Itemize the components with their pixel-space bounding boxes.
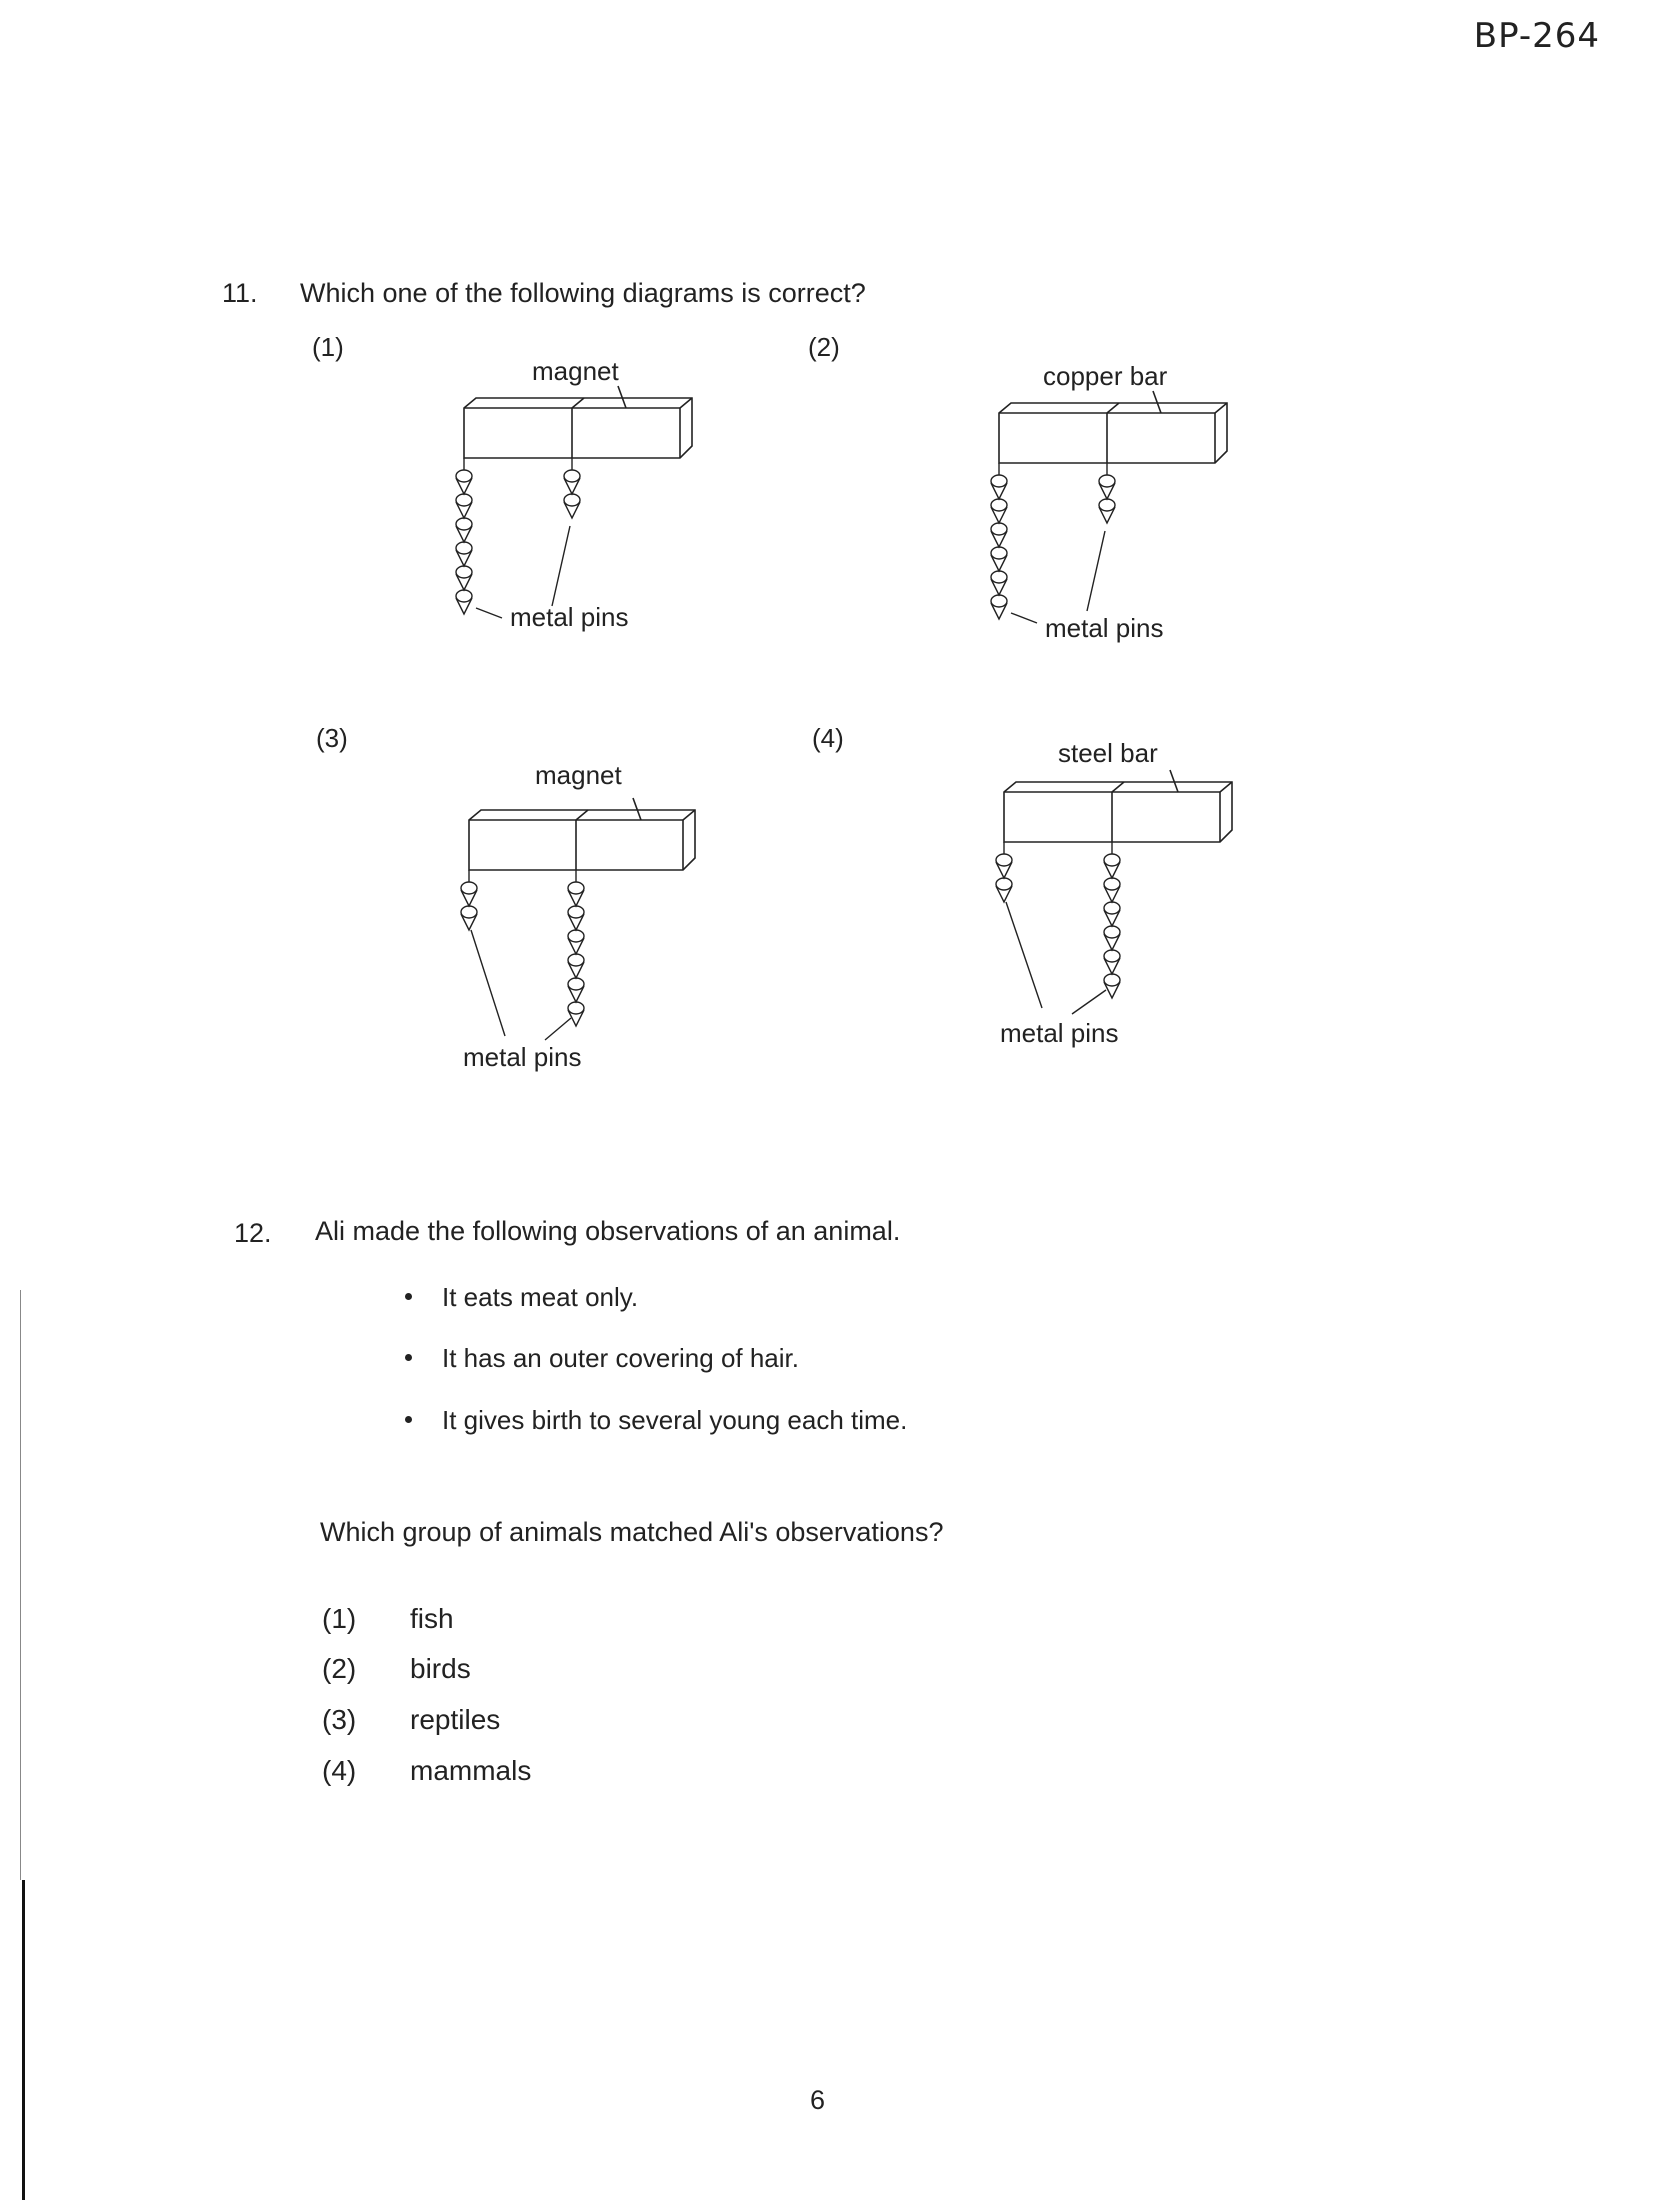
pins-leader-lines xyxy=(1006,902,1106,1014)
observation-item: It has an outer covering of hair. xyxy=(405,1343,799,1374)
pin-chain-right xyxy=(1104,842,1120,998)
pins-leader-lines xyxy=(1011,531,1105,623)
q11-diagram-1-pins-label: metal pins xyxy=(510,602,629,632)
q11-diagram-2-pins-label: metal pins xyxy=(1045,613,1164,643)
copper-bar xyxy=(999,391,1227,463)
bullet-icon xyxy=(405,1354,412,1361)
observation-item: It gives birth to several young each time. xyxy=(405,1405,907,1436)
q12-choice-2: (2) birds xyxy=(322,1653,471,1684)
q11-diagram-3-pins-label: metal pins xyxy=(463,1042,582,1072)
bullet-icon xyxy=(405,1293,412,1300)
pin-chain-left xyxy=(456,458,472,614)
pin-chain-right xyxy=(568,870,584,1026)
pin-chain-left xyxy=(991,463,1007,619)
pin-chain-right xyxy=(1099,463,1115,523)
bullet-icon xyxy=(405,1416,412,1423)
magnet-bar xyxy=(464,386,692,458)
page-number: 6 xyxy=(810,2085,826,2115)
q11-diagram-3-bar-label: magnet xyxy=(535,760,622,790)
steel-bar xyxy=(1004,770,1232,842)
q12-choice-1: (1) fish xyxy=(322,1603,454,1634)
scan-margin-line-faint xyxy=(20,1290,21,1880)
q11-diagram-1 xyxy=(440,350,710,650)
q11-diagram-1-bar-label: magnet xyxy=(532,356,619,386)
question-12-intro: Ali made the following observations of an animal. xyxy=(315,1216,901,1246)
q11-option-2-number: (2) xyxy=(808,332,840,362)
question-12-number: 12. xyxy=(234,1218,272,1248)
q11-diagram-2 xyxy=(975,355,1245,655)
q11-diagram-2-bar-label: copper bar xyxy=(1043,361,1168,391)
pin-chain-left xyxy=(461,870,477,930)
q11-option-4-number: (4) xyxy=(812,723,844,753)
question-12-text: Which group of animals matched Ali's observations? xyxy=(320,1517,944,1547)
pins-leader-lines xyxy=(471,930,571,1040)
q12-choice-3: (3) reptiles xyxy=(322,1704,501,1735)
q11-diagram-4-pins-label: metal pins xyxy=(1000,1018,1119,1048)
exam-code: BP-264 xyxy=(1473,16,1600,56)
question-11-number: 11. xyxy=(222,278,258,308)
question-11-text: Which one of the following diagrams is correct? xyxy=(300,278,866,308)
q11-option-3-number: (3) xyxy=(316,723,348,753)
observation-item: It eats meat only. xyxy=(405,1282,638,1313)
scan-margin-line xyxy=(22,1880,25,2200)
q11-diagram-4 xyxy=(980,730,1250,1060)
pin-chain-right xyxy=(564,458,580,518)
q12-choice-4: (4) mammals xyxy=(322,1755,532,1786)
pin-chain-left xyxy=(996,842,1012,902)
q11-option-1-number: (1) xyxy=(312,332,344,362)
q11-diagram-4-bar-label: steel bar xyxy=(1058,738,1158,768)
magnet-bar xyxy=(469,798,695,870)
q11-diagram-3 xyxy=(445,750,715,1080)
